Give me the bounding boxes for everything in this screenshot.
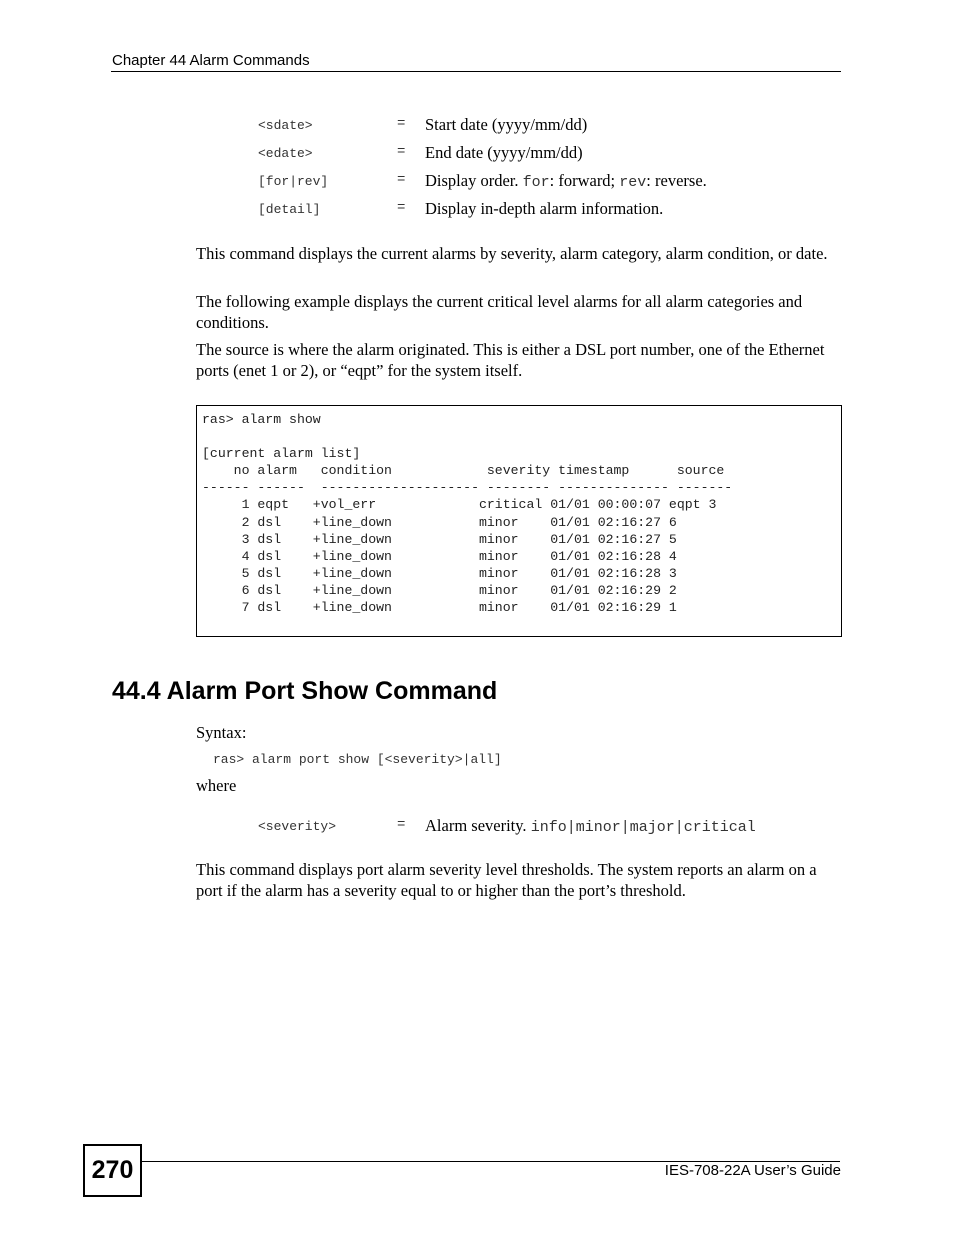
- param-name: [detail]: [258, 202, 321, 217]
- param-desc-text: Alarm severity.: [425, 816, 531, 835]
- param-row-sdate: [0, 115, 954, 137]
- param-desc-code: for: [522, 174, 550, 191]
- param-desc-code: rev: [619, 174, 647, 191]
- param-description: [425, 816, 756, 836]
- param-desc-text: Display order.: [425, 171, 523, 190]
- param-name: <severity>: [258, 819, 337, 834]
- chapter-header: Chapter 44 Alarm Commands: [112, 52, 310, 69]
- section-heading: 44.4 Alarm Port Show Command: [112, 677, 498, 705]
- syntax-command: ras> alarm port show [<severity>|all]: [213, 752, 502, 767]
- param-desc-text: : reverse.: [646, 171, 707, 190]
- param-equals: =: [397, 172, 406, 188]
- param-equals: =: [397, 116, 406, 132]
- param-equals: =: [397, 144, 406, 160]
- param-equals: =: [397, 200, 406, 216]
- param-row-severity: [0, 816, 954, 838]
- body-paragraph: This command displays the current alarms by severity, alarm category, alarm condition, or date.: [196, 244, 828, 263]
- param-equals: =: [397, 817, 406, 833]
- code-example: ras> alarm show [current alarm list] no alarm condition severity timestamp source ------ ------ -------------------- -------- -------------- ------- 1 eqpt +vol_err critical 01/01 00:00:07 eqpt 3 2 dsl +line_down minor 01/01 02:16:27 6 3 dsl +line_down minor 01/01 02:16:27 5 4 dsl +line_down minor 01/01 02:16:28 4 5 dsl +line_down minor 01/01 02:16:28 3 6 dsl +line_down minor 01/01 02:16:29 2 7 dsl +line_down minor 01/01 02:16:29 1: [202, 412, 733, 616]
- param-row-edate: [0, 143, 954, 165]
- body-paragraph: This command displays port alarm severity level thresholds. The system reports an alarm on a port if the alarm has a severity equal to or higher than the port’s threshold.: [196, 860, 817, 900]
- body-paragraph: The source is where the alarm originated. This is either a DSL port number, one of the Ethernet ports (enet 1 or 2), or “eqpt” for the system itself.: [196, 340, 825, 380]
- param-description: Display in-depth alarm information.: [425, 199, 664, 218]
- param-description: [425, 171, 707, 191]
- param-desc-text: : forward;: [549, 171, 620, 190]
- code-example-box: [196, 405, 842, 637]
- param-row-for-rev: [0, 171, 954, 193]
- header-divider: [111, 71, 841, 72]
- param-description: Start date (yyyy/mm/dd): [425, 115, 588, 134]
- guide-title: IES-708-22A User’s Guide: [664, 1162, 841, 1179]
- body-paragraph: The following example displays the current critical level alarms for all alarm categories and conditions.: [196, 292, 803, 332]
- page-number: 270: [83, 1144, 142, 1197]
- param-name: <edate>: [258, 146, 313, 161]
- where-label: where: [196, 776, 237, 795]
- syntax-label: Syntax:: [196, 723, 247, 742]
- param-name: [for|rev]: [258, 174, 329, 189]
- param-desc-code: info|minor|major|critical: [530, 819, 756, 836]
- param-description: End date (yyyy/mm/dd): [425, 143, 583, 162]
- param-name: <sdate>: [258, 118, 313, 133]
- param-row-detail: [0, 199, 954, 221]
